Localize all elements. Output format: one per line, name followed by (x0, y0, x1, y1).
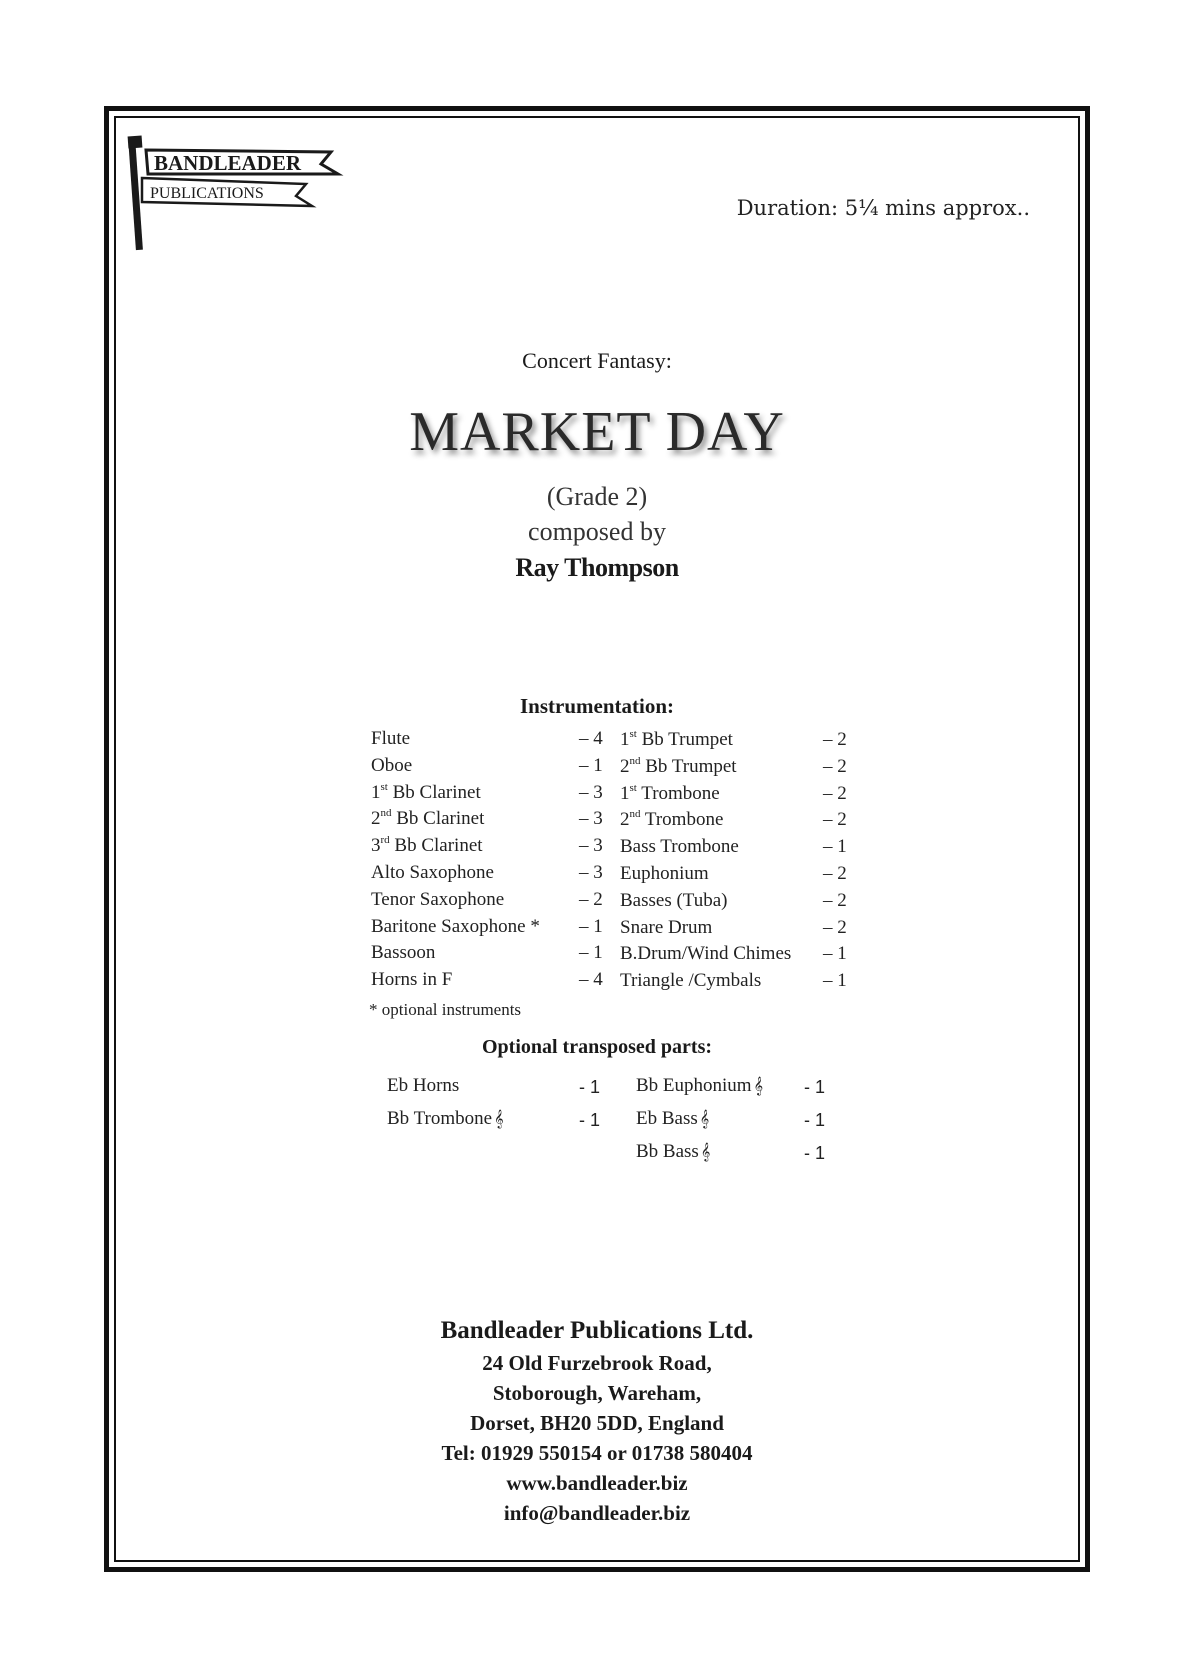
treble-clef-icon: 𝄞 (700, 1144, 711, 1161)
publisher-address-line2: Stoborough, Wareham, (492, 1381, 702, 1405)
instrument-count: – 2 (823, 729, 847, 750)
treble-clef-icon: 𝄞 (494, 1111, 504, 1128)
publisher-website[interactable]: www.bandleader.biz (506, 1471, 688, 1495)
treble-clef-icon: 𝄞 (753, 1078, 764, 1095)
instrument-name: Triangle /Cymbals (620, 970, 762, 992)
instrument-count: – 1 (823, 836, 847, 858)
work-subtitle: Concert Fantasy: (522, 348, 672, 373)
instrument-count: – 1 (579, 754, 603, 776)
instrument-name: Baritone Saxophone * (371, 915, 540, 937)
bandleader-logo (126, 134, 366, 252)
instrument-row (371, 860, 601, 887)
transposed-part-row (636, 1069, 856, 1102)
transposed-part-name: Bb Trombone 𝄞 (387, 1108, 504, 1129)
instrument-row (371, 753, 601, 780)
composer-name: Ray Thompson (515, 553, 679, 582)
instrument-name: Oboe (371, 754, 413, 776)
instrument-row (371, 726, 601, 753)
instrumentation-heading: Instrumentation: (519, 694, 674, 718)
instrument-name: Bassoon (371, 942, 436, 964)
instrument-name: 1st Bb Clarinet (371, 780, 481, 803)
transposed-part-name: Bb Bass 𝄞 (636, 1141, 711, 1162)
instrument-row (620, 915, 850, 942)
transposed-part-name: Eb Bass 𝄞 (636, 1108, 710, 1129)
instrument-count: – 4 (579, 969, 603, 991)
instrument-count: – 1 (823, 970, 847, 992)
instrument-count: – 2 (823, 916, 847, 938)
instrument-count: – 2 (823, 889, 847, 911)
instrument-count: – 2 (823, 862, 847, 884)
publisher-name: Bandleader Publications Ltd. (440, 1317, 754, 1344)
transposed-part-row (636, 1135, 856, 1168)
instrument-row (620, 968, 850, 995)
instrument-count: – 1 (579, 915, 603, 937)
instrument-name: Snare Drum (620, 916, 713, 938)
publisher-email[interactable]: info@bandleader.biz (503, 1501, 691, 1525)
transposed-part-count: - 1 (804, 1077, 826, 1097)
instrument-count: – 2 (823, 809, 847, 831)
instrument-row (371, 806, 601, 833)
work-title: MARKET DAY (409, 401, 785, 463)
composed-by-text: composed by (528, 517, 666, 546)
instrument-row (620, 807, 850, 834)
instrument-row (620, 834, 850, 861)
transposed-part-count: - 1 (579, 1077, 601, 1097)
instrument-count: – 3 (579, 861, 603, 883)
publisher-phone: Tel: 01929 550154 or 01738 580404 (441, 1441, 753, 1465)
instrument-row (371, 914, 601, 941)
optional-instruments-note: * optional instruments (369, 1000, 522, 1019)
transposed-part-name: Eb Horns (387, 1075, 460, 1096)
transposed-part-count: - 1 (804, 1143, 826, 1163)
instrument-name: Euphonium (620, 862, 709, 884)
instrument-row (620, 754, 850, 781)
instrument-row (620, 861, 850, 888)
transposed-right-column (636, 1069, 856, 1168)
transposed-part-row (387, 1069, 607, 1102)
instrument-name: Flute (371, 728, 411, 749)
instrument-name: B.Drum/Wind Chimes (620, 943, 792, 965)
instrument-count: – 2 (579, 888, 603, 910)
instrument-row (371, 967, 601, 994)
instrument-row (620, 888, 850, 915)
instrument-row (371, 887, 601, 914)
instrument-name: Bass Trombone (620, 836, 739, 858)
instrument-count: – 1 (579, 942, 603, 964)
instrument-name: 1st Bb Trumpet (620, 728, 733, 750)
instrument-name: Tenor Saxophone (371, 888, 505, 910)
instrument-name: 2nd Bb Clarinet (371, 807, 485, 830)
transposed-part-row (387, 1102, 607, 1135)
instrument-name: 1st Trombone (620, 781, 720, 804)
instrument-name: 2nd Trombone (620, 808, 724, 831)
instrument-count: – 4 (579, 728, 603, 749)
instrument-row (620, 781, 850, 808)
publisher-address-line1: 24 Old Furzebrook Road, (482, 1351, 712, 1375)
treble-clef-icon: 𝄞 (699, 1111, 710, 1128)
instrument-name: Alto Saxophone (371, 861, 494, 883)
instrument-row (620, 941, 850, 968)
transposed-part-count: - 1 (579, 1110, 601, 1130)
instrument-row (371, 780, 601, 807)
grade-text: (Grade 2) (546, 482, 648, 511)
logo-line1: BANDLEADER (154, 151, 302, 175)
instrument-count: – 3 (579, 781, 603, 803)
instrument-count: – 3 (579, 835, 603, 857)
logo-line2: PUBLICATIONS (150, 185, 264, 202)
transposed-part-count: - 1 (804, 1110, 826, 1130)
transposed-part-name: Bb Euphonium 𝄞 (636, 1075, 764, 1096)
transposed-left-column (387, 1069, 607, 1135)
duration-text: Duration: 5¼ mins approx.. (736, 196, 1030, 220)
transposed-part-row (636, 1102, 856, 1135)
instrumentation-left-column (371, 726, 601, 994)
instrumentation-right-column (620, 727, 850, 995)
instrument-name: 3rd Bb Clarinet (371, 834, 483, 857)
instrument-count: – 3 (579, 808, 603, 830)
instrument-count: – 2 (823, 782, 847, 804)
instrument-count: – 1 (823, 943, 847, 965)
publisher-address-line3: Dorset, BH20 5DD, England (470, 1411, 724, 1435)
instrument-name: 2nd Bb Trumpet (620, 754, 737, 777)
transposed-parts-heading: Optional transposed parts: (481, 1036, 713, 1058)
instrument-name: Horns in F (371, 969, 453, 991)
instrument-row (620, 727, 850, 754)
instrument-count: – 2 (823, 755, 847, 777)
instrument-name: Basses (Tuba) (620, 889, 728, 911)
instrument-row (371, 940, 601, 967)
instrument-row (371, 833, 601, 860)
